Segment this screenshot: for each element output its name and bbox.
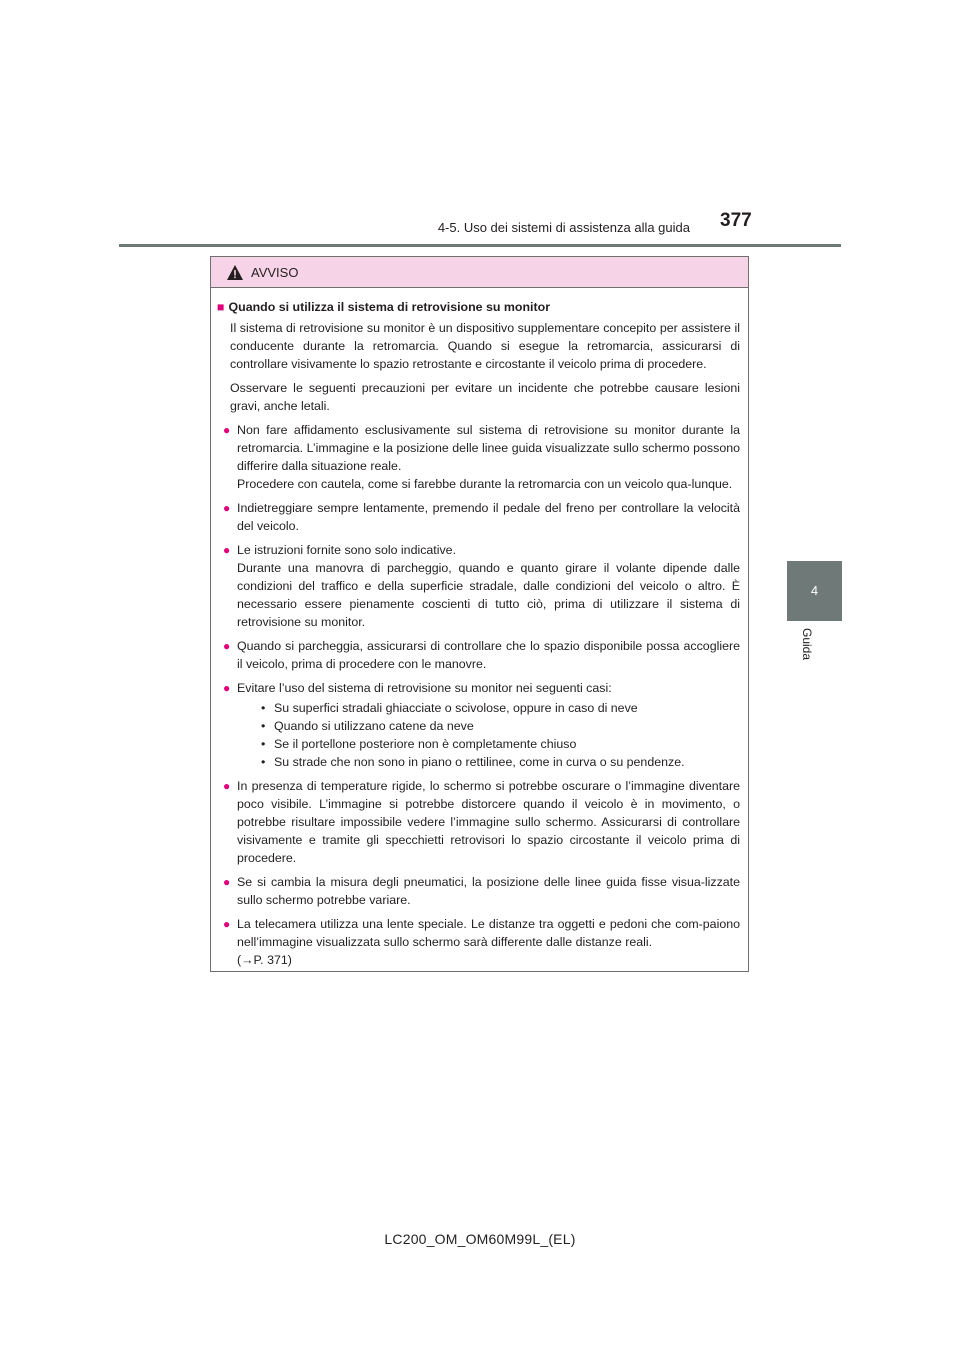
square-bullet-icon: ■ <box>217 300 225 314</box>
circle-bullet-icon: ● <box>223 423 231 437</box>
list-item-text: Le istruzioni fornite sono solo indicative. <box>237 543 457 557</box>
list-item <box>223 541 740 631</box>
list-item-text: Non fare affidamento esclusivamente sul sistema di retrovisione su monitor durante la retromarcia. L’immagine e la posizione delle linee guida visualizzate sullo schermo possono differire dalla situazione reale. <box>237 423 740 473</box>
sub-list-item: • Su superfici stradali ghiacciate o scivolose, oppure in caso di neve <box>261 701 638 715</box>
chapter-label <box>786 628 841 668</box>
list-item <box>223 777 740 867</box>
list-item <box>223 679 740 771</box>
intro-paragraph: Il sistema di retrovisione su monitor è un dispositivo supplementare concepito per assistere il conducente durante la retromarcia. Quando si esegue la retromarcia, assicurarsi di controllare visivamente lo spazio retrostante e circostante il veicolo prima di procedere. <box>230 321 740 371</box>
section-title: 4-5. Uso dei sistemi di assistenza alla guida <box>437 220 690 235</box>
list-item-text: Procedere con cautela, come si farebbe durante la retromarcia con un veicolo qua-lunque. <box>237 477 733 491</box>
list-item <box>223 499 740 535</box>
section-heading-text: Quando si utilizza il sistema di retrovisione su monitor <box>228 300 551 314</box>
document-code: LC200_OM_OM60M99L_(EL) <box>384 1231 576 1247</box>
list-item <box>223 421 740 493</box>
warning-header <box>211 257 748 288</box>
circle-bullet-icon: ● <box>223 639 231 653</box>
list-item-text: Durante una manovra di parcheggio, quando e quanto girare il volante dipende dalle condizioni del traffico e della superficie stradale, dalle condizioni del veicolo o altro. È necessario essere pienamente coscienti di tutto ciò, prima di utilizzare il sistema di retrovisione su monitor. <box>237 561 740 629</box>
chapter-tab: 4 <box>787 561 842 621</box>
list-item-text: Indietreggiare sempre lentamente, premendo il pedale del freno per controllare la velocità del veicolo. <box>237 501 740 533</box>
circle-bullet-icon: ● <box>223 681 231 695</box>
sub-list-item: • Quando si utilizzano catene da neve <box>261 719 474 733</box>
page-number: 377 <box>720 210 752 231</box>
section-heading <box>217 298 740 316</box>
circle-bullet-icon: ● <box>223 779 231 793</box>
warning-body <box>211 288 748 969</box>
header-divider <box>119 244 841 247</box>
list-item <box>223 637 740 673</box>
page-reference-link[interactable]: (→P. 371) <box>237 953 292 967</box>
sub-list-item: • Su strade che non sono in piano o rettilinee, come in curva o su pendenze. <box>261 755 685 769</box>
warning-box <box>210 256 749 972</box>
list-item-text: In presenza di temperature rigide, lo schermo si potrebbe oscurare o l’immagine diventare poco visibile. L’immagine si potrebbe distorcere quando il veicolo è in movimento, o potrebbe risultare impossibile vedere l’immagine sullo schermo. Assicurarsi di controllare visivamente e tramite gli specchietti retrovisori lo spazio circostante il veicolo prima di procedere. <box>237 779 740 865</box>
list-item <box>223 873 740 909</box>
warning-triangle-icon <box>227 265 243 280</box>
warning-title: AVVISO <box>251 264 299 280</box>
list-item-text: Se si cambia la misura degli pneumatici, la posizione delle linee guida fisse visua-lizzate sullo schermo potrebbe variare. <box>237 875 740 907</box>
circle-bullet-icon: ● <box>223 875 231 889</box>
circle-bullet-icon: ● <box>223 501 231 515</box>
sub-list-item: • Se il portellone posteriore non è completamente chiuso <box>261 737 577 751</box>
list-item-text: Quando si parcheggia, assicurarsi di controllare che lo spazio disponibile possa accogliere il veicolo, prima di procedere con le manovre. <box>237 639 740 671</box>
list-item <box>223 915 740 969</box>
list-item-text: Evitare l’uso del sistema di retrovisione su monitor nei seguenti casi: <box>237 681 612 695</box>
circle-bullet-icon: ● <box>223 917 231 931</box>
precaution-paragraph: Osservare le seguenti precauzioni per evitare un incidente che potrebbe causare lesioni gravi, anche letali. <box>230 381 740 413</box>
circle-bullet-icon: ● <box>223 543 231 557</box>
chapter-label-text: Guida <box>800 628 814 661</box>
list-item-text: La telecamera utilizza una lente speciale. Le distanze tra oggetti e pedoni che com-paiono nell’immagine visualizzata sullo schermo sarà differente dalle distanze reali. <box>237 917 740 949</box>
sub-list <box>261 699 740 771</box>
